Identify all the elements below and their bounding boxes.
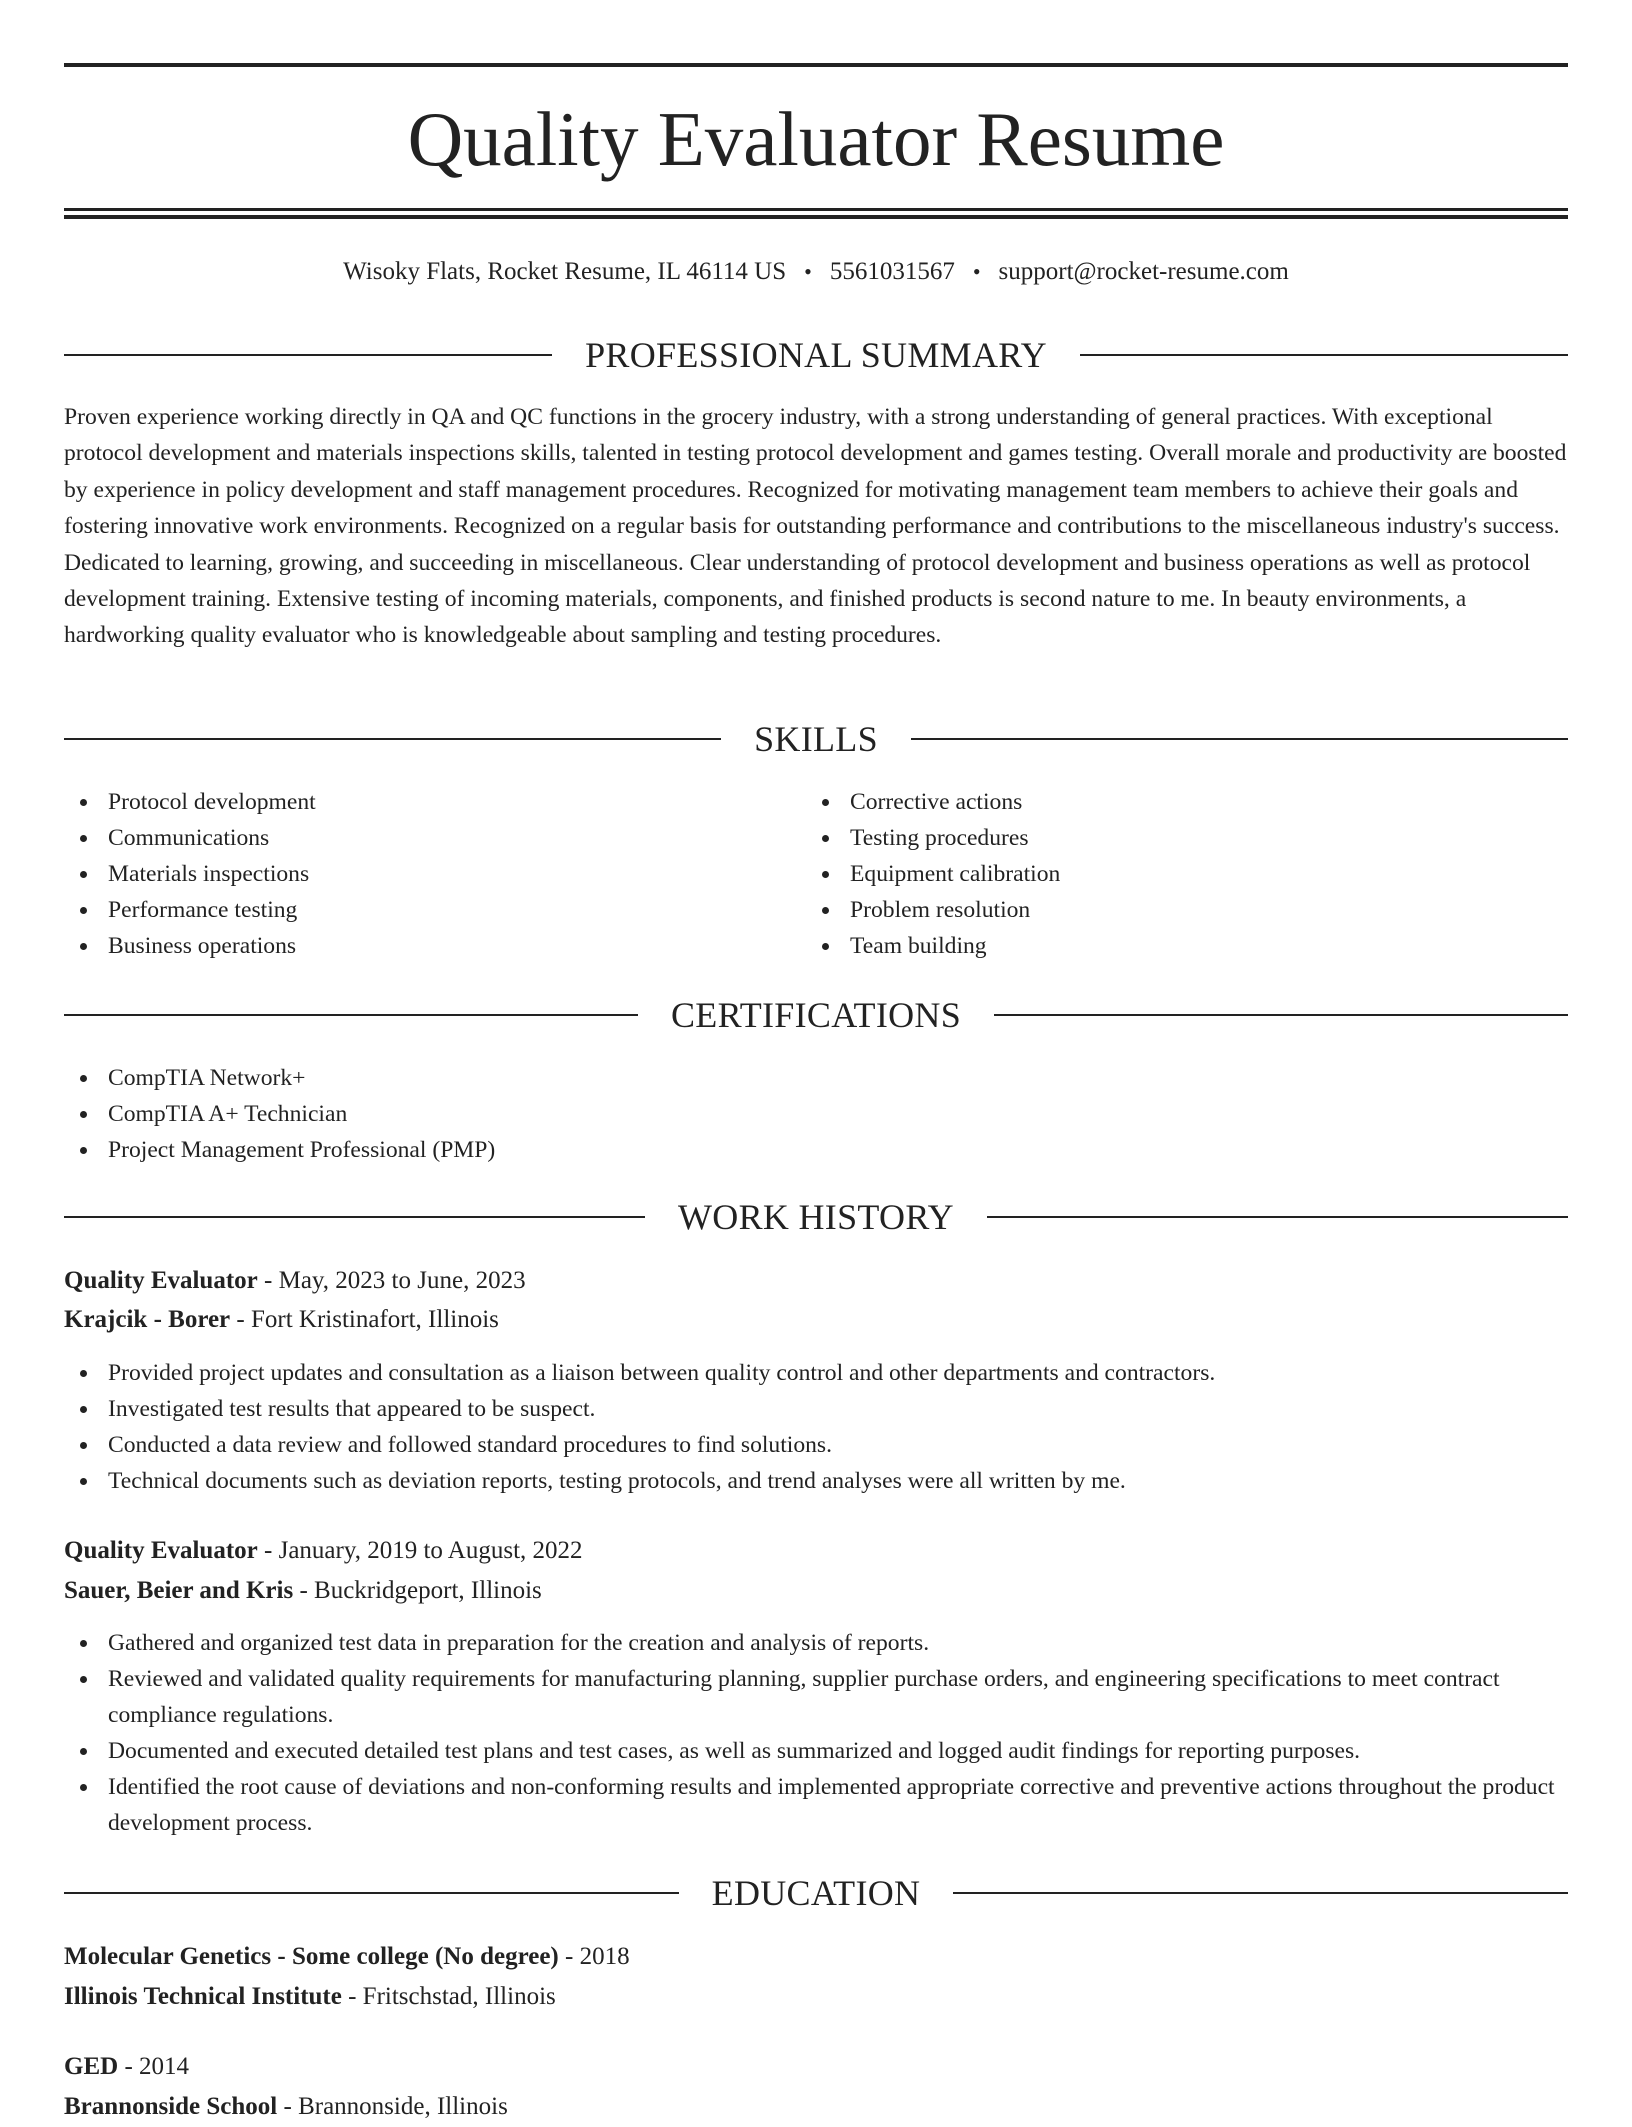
job-title: Quality Evaluator (64, 1267, 258, 1294)
heading-rule-left (64, 1014, 638, 1016)
section-title-skills: SKILLS (754, 719, 878, 759)
job-title-line (64, 1531, 1568, 1571)
contact-address: Wisoky Flats, Rocket Resume, IL 46114 US (343, 258, 787, 285)
skill-item: Corrective actions (806, 784, 1568, 820)
contact-separator: • (972, 259, 981, 284)
job-duty: Provided project updates and consultation as a liaison between quality control and other departments and contractors. (64, 1355, 1568, 1391)
job-duty: Technical documents such as deviation reports, testing protocols, and trend analyses were all written by me. (64, 1463, 1568, 1499)
summary-text: Proven experience working directly in QA and QC functions in the grocery industry, with a strong understanding of general practices. With exceptional protocol development and materials inspections skills, talented in testing protocol development and games testing. Overall morale and productivity are boosted by experience in policy development and staff management procedures. Recognized for motivating management team members to achieve their goals and fostering innovative work environments. Recognized on a regular basis for outstanding performance and contributions to the miscellaneous industry's success. Dedicated to learning, growing, and succeeding in miscellaneous. Clear understanding of protocol development and business operations as well as protocol development training. Extensive testing of incoming materials, components, and finished products is second nature to me. In beauty environments, a hardworking quality evaluator who is knowledgeable about sampling and testing procedures. (64, 404, 1567, 649)
summary-heading (64, 331, 1568, 379)
skill-item: Performance testing (64, 892, 806, 928)
certification-item: CompTIA Network+ (64, 1060, 1568, 1096)
job-dates: - May, 2023 to June, 2023 (257, 1267, 526, 1294)
job-duty: Documented and executed detailed test plans and test cases, as well as summarized and logged audit findings for reporting purposes. (64, 1733, 1568, 1769)
job-duty: Conducted a data review and followed standard procedures to find solutions. (64, 1427, 1568, 1463)
skill-item: Protocol development (64, 784, 806, 820)
job-location: - Fort Kristinafort, Illinois (230, 1306, 499, 1333)
certifications-list (64, 1060, 1568, 1168)
skills-list-right (806, 784, 1568, 964)
job-company: Sauer, Beier and Kris (64, 1577, 294, 1604)
job-duties-list (64, 1625, 1568, 1841)
job-title-line (64, 1261, 1568, 1301)
heading-rule-left (64, 1216, 645, 1218)
education-location: - Fritschstad, Illinois (341, 1983, 556, 2010)
job-company-line (64, 1571, 1568, 1611)
job-duty: Gathered and organized test data in preparation for the creation and analysis of reports. (64, 1625, 1568, 1661)
contact-separator: • (804, 259, 812, 284)
heading-rule-right (953, 1892, 1568, 1894)
work-history-heading (64, 1193, 1568, 1241)
skill-item: Testing procedures (806, 820, 1568, 856)
heading-rule-right (1080, 354, 1568, 356)
education-degree-line (64, 2047, 1568, 2087)
education-year: - 2014 (118, 2053, 190, 2080)
job-title: Quality Evaluator (64, 1537, 258, 1564)
section-title-certifications: CERTIFICATIONS (670, 995, 962, 1035)
resume-title: Quality Evaluator Resume (407, 96, 1225, 182)
education-school-line (64, 2087, 1568, 2127)
heading-rule-left (64, 738, 721, 740)
heading-rule-left (64, 354, 552, 356)
education-heading (64, 1869, 1568, 1917)
skills-heading (64, 715, 1568, 763)
contact-email[interactable]: support@rocket-resume.com (998, 258, 1289, 285)
job-location: - Buckridgeport, Illinois (293, 1577, 542, 1604)
education-school: Brannonside School (64, 2093, 278, 2120)
education-degree: Molecular Genetics - Some college (No degree) (64, 1943, 559, 1970)
heading-rule-left (64, 1892, 679, 1894)
skill-item: Business operations (64, 928, 806, 964)
contact-line (64, 252, 1568, 292)
education-school: Illinois Technical Institute (64, 1983, 342, 2010)
job-company-line (64, 1300, 1568, 1340)
education-degree: GED (64, 2053, 119, 2080)
job-duty: Reviewed and validated quality requirements for manufacturing planning, supplier purchase orders, and engineering specifications to meet contract compliance regulations. (64, 1661, 1568, 1733)
header-bottom-rule (64, 208, 1568, 211)
heading-rule-right (994, 1014, 1568, 1016)
skill-item: Problem resolution (806, 892, 1568, 928)
education-school-line (64, 1977, 1568, 2017)
skills-list-left (64, 784, 806, 964)
certification-item: CompTIA A+ Technician (64, 1096, 1568, 1132)
job-duty: Investigated test results that appeared to be suspect. (64, 1391, 1568, 1427)
job-duty: Identified the root cause of deviations and non-conforming results and implemented appropriate corrective and preventive actions throughout the product development process. (64, 1769, 1568, 1841)
heading-rule-right (987, 1216, 1568, 1218)
job-dates: - January, 2019 to August, 2022 (257, 1537, 583, 1564)
section-title-work-history: WORK HISTORY (678, 1197, 954, 1237)
section-title-education: EDUCATION (711, 1873, 921, 1913)
education-degree-line (64, 1937, 1568, 1977)
education-location: - Brannonside, Illinois (277, 2093, 508, 2120)
education-year: - 2018 (558, 1943, 630, 1970)
contact-phone: 5561031567 (829, 258, 955, 285)
header-top-rule (64, 63, 1568, 67)
skill-item: Team building (806, 928, 1568, 964)
skill-item: Equipment calibration (806, 856, 1568, 892)
skill-item: Materials inspections (64, 856, 806, 892)
certification-item: Project Management Professional (PMP) (64, 1132, 1568, 1168)
header-bottom-rule-second (64, 215, 1568, 219)
skill-item: Communications (64, 820, 806, 856)
heading-rule-right (911, 738, 1568, 740)
certifications-heading (64, 991, 1568, 1039)
job-company: Krajcik - Borer (64, 1306, 231, 1333)
section-title-summary: PROFESSIONAL SUMMARY (585, 335, 1047, 375)
job-duties-list (64, 1355, 1568, 1499)
